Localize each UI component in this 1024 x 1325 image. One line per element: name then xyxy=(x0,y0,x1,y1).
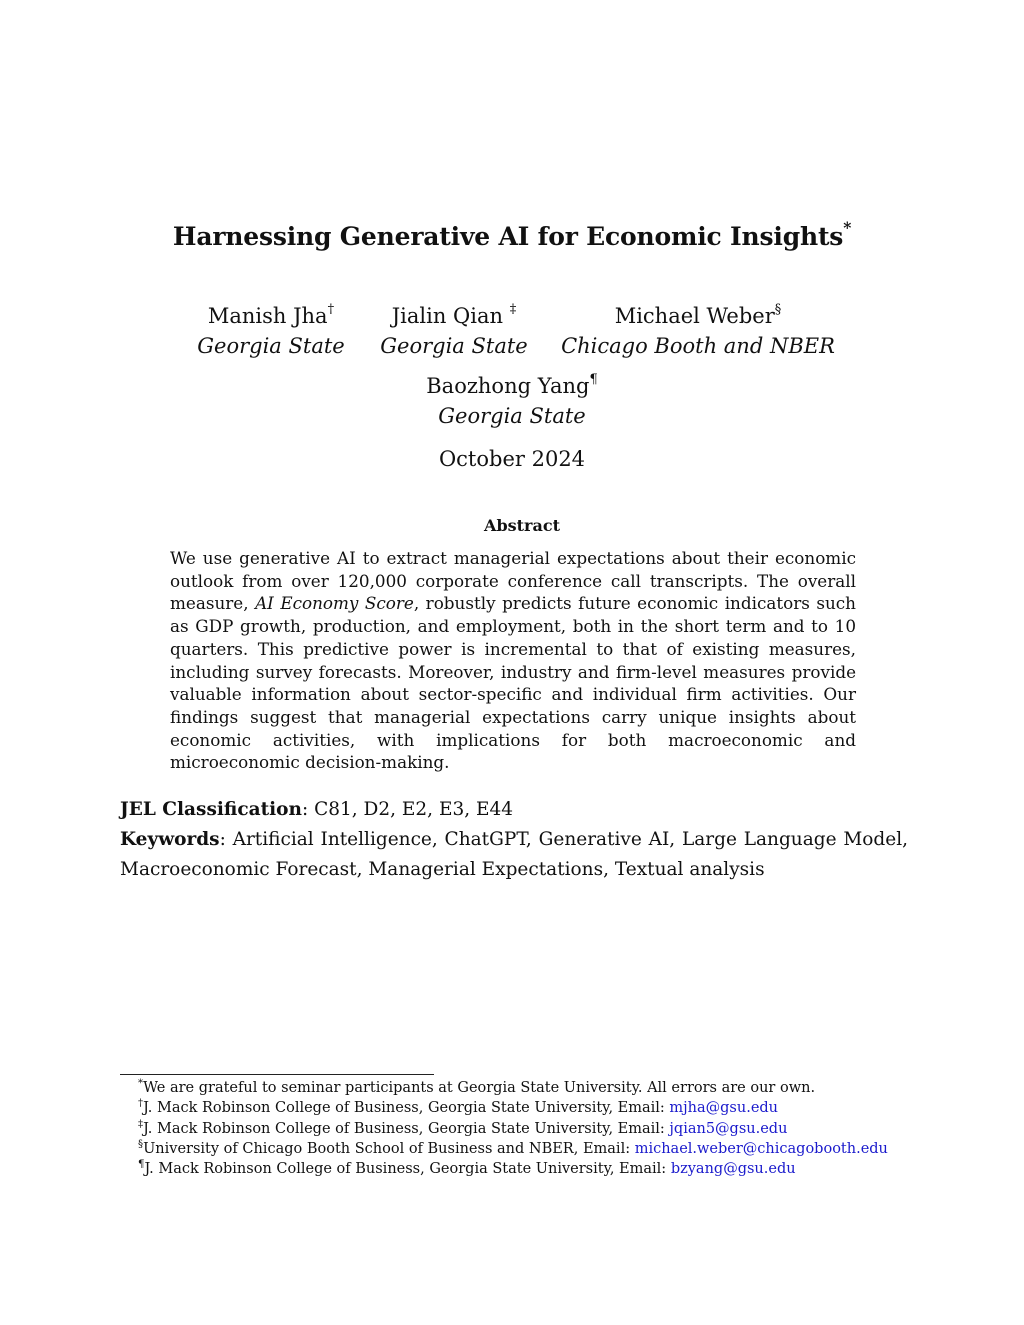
abstract-body xyxy=(170,547,856,774)
author-affiliation: Georgia State xyxy=(197,334,345,358)
author-affiliation: Chicago Booth and NBER xyxy=(561,334,835,358)
author-name: Jialin Qian xyxy=(391,304,504,328)
keywords-line xyxy=(120,825,908,885)
footnote xyxy=(138,1139,888,1159)
classification-block xyxy=(120,795,908,885)
jel-value: : C81, D2, E2, E3, E44 xyxy=(301,799,514,820)
footnote xyxy=(138,1159,888,1179)
paper-title xyxy=(0,218,1024,251)
paper-title-text: Harnessing Generative AI for Economic Insights xyxy=(172,222,844,251)
author-block xyxy=(560,301,836,361)
footnote-divider xyxy=(120,1074,434,1075)
abstract-text-part: We use generative AI to extract managerial expectations about their economic outlook from over 120,000 corporate conference call transcripts. The overall measure, xyxy=(170,548,856,614)
footnote-mark: † xyxy=(138,1098,144,1110)
footnote-mark: ¶ xyxy=(138,1159,145,1171)
author-name: Baozhong Yang xyxy=(426,374,590,398)
email-link[interactable]: mjha@gsu.edu xyxy=(669,1100,779,1117)
author-footnote-mark[interactable]: § xyxy=(774,302,782,318)
jel-line xyxy=(120,795,908,825)
footnote-mark: * xyxy=(138,1078,144,1090)
author-affiliation: Georgia State xyxy=(438,404,586,428)
footnote-text: J. Mack Robinson College of Business, Georgia State University, Email: xyxy=(143,1100,670,1117)
email-link[interactable]: jqian5@gsu.edu xyxy=(669,1120,788,1137)
email-link[interactable]: bzyang@gsu.edu xyxy=(670,1161,796,1178)
keywords-value: : Artificial Intelligence, ChatGPT, Generative AI, Large Language Model, Macroeconomic Forecast, Managerial Expectations, Textual analysis xyxy=(120,829,908,880)
author-footnote-mark[interactable]: † xyxy=(327,302,335,318)
footnote xyxy=(138,1098,888,1118)
footnote-text: We are grateful to seminar participants at Georgia State University. All errors are our own. xyxy=(143,1080,816,1096)
footnote-mark: § xyxy=(138,1139,144,1151)
title-footnote-mark[interactable]: * xyxy=(843,218,852,238)
author-name: Manish Jha xyxy=(207,304,328,328)
footnote-text: University of Chicago Booth School of Business and NBER, Email: xyxy=(143,1140,635,1157)
footnotes xyxy=(138,1078,888,1179)
abstract-emphasis: AI Economy Score xyxy=(255,593,414,614)
author-footnote-mark[interactable]: ¶ xyxy=(589,372,598,388)
keywords-label: Keywords xyxy=(120,829,220,850)
author-affiliation: Georgia State xyxy=(380,334,528,358)
jel-label: JEL Classification xyxy=(120,799,302,820)
footnote xyxy=(138,1119,888,1139)
author-footnote-mark[interactable]: ‡ xyxy=(509,302,517,318)
email-link[interactable]: michael.weber@chicagobooth.edu xyxy=(634,1140,888,1157)
author-block xyxy=(0,371,1024,431)
abstract-text-part: , robustly predicts future economic indicators such as GDP growth, production, and employment, both in the short term and to 10 quarters. This predictive power is incremental to that of existing measures, including survey forecasts. Moreover, industry and firm-level measures provide valuable information about sector-specific and individual firm activities. Our findings suggest that managerial expectations carry unique insights about economic activities, with implications for both macroeconomic and microeconomic decision-making. xyxy=(170,593,856,773)
abstract-heading: Abstract xyxy=(484,516,560,535)
author-name: Michael Weber xyxy=(614,304,775,328)
footnote-text: J. Mack Robinson College of Business, Georgia State University, Email: xyxy=(144,1161,671,1178)
footnote xyxy=(138,1078,888,1098)
paper-date: October 2024 xyxy=(438,447,586,471)
author-block xyxy=(190,301,352,361)
footnote-text: J. Mack Robinson College of Business, Georgia State University, Email: xyxy=(143,1120,670,1137)
footnote-mark: ‡ xyxy=(138,1118,144,1130)
author-block xyxy=(376,301,532,361)
